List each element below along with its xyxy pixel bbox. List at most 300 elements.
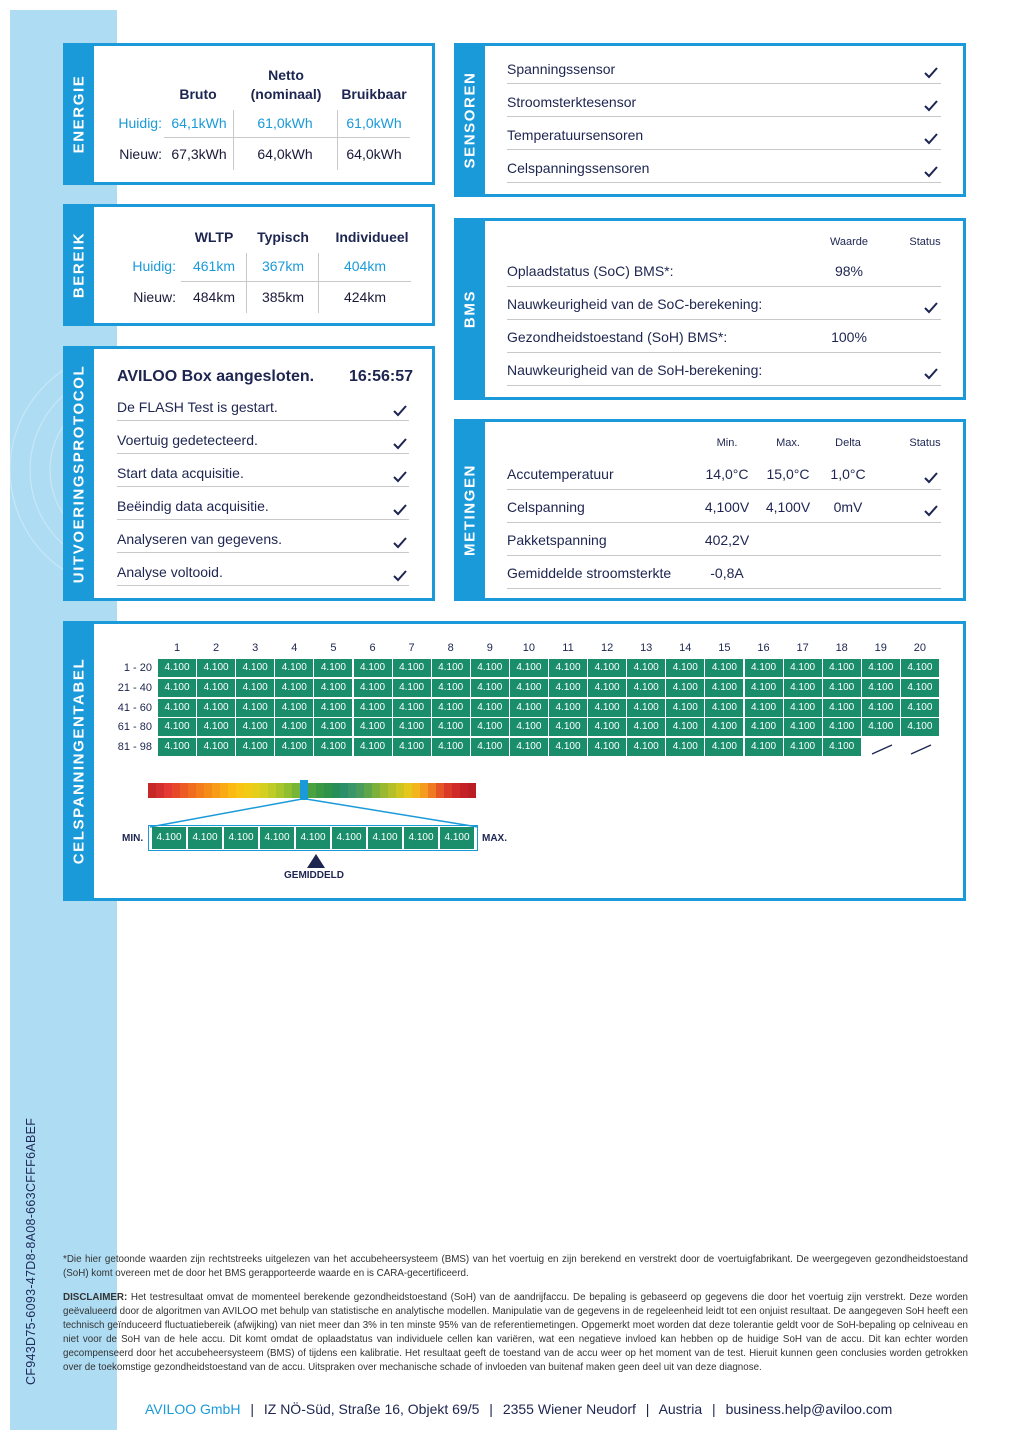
cell-voltage: 4.100 <box>627 738 665 756</box>
metingen-max: 4,100V <box>765 499 811 515</box>
cell-column-number: 8 <box>447 642 454 654</box>
cell-voltage: 4.100 <box>275 659 313 677</box>
cell-voltage: 4.100 <box>314 718 352 736</box>
cell-voltage: 4.100 <box>745 738 783 756</box>
scale-segment <box>212 783 220 798</box>
cell-column-number: 3 <box>252 642 259 654</box>
check-icon <box>924 367 938 379</box>
bereik-title: BEREIK <box>70 231 87 299</box>
cell-voltage: 4.100 <box>549 699 587 717</box>
cell-voltage: 4.100 <box>588 659 626 677</box>
cell-row-label: 21 - 40 <box>117 681 152 694</box>
cell-voltage: 4.100 <box>197 659 235 677</box>
protocol-step: De FLASH Test is gestart. <box>117 399 278 415</box>
cell-voltage: 4.100 <box>510 699 548 717</box>
divider <box>117 420 409 421</box>
cell-voltage: 4.100 <box>471 738 509 756</box>
uitvoering-tab <box>63 346 94 601</box>
cell-voltage: 4.100 <box>784 679 822 697</box>
cell-voltage: 4.100 <box>588 718 626 736</box>
scale-segment <box>164 783 172 798</box>
cell-voltage: 4.100 <box>862 679 900 697</box>
cell-column-number: 17 <box>796 642 809 654</box>
check-icon <box>393 470 407 482</box>
cell-column-number: 10 <box>522 642 536 654</box>
check-icon <box>924 471 938 483</box>
scale-segment <box>468 783 476 798</box>
protocol-step: Voertuig gedetecteerd. <box>117 432 258 448</box>
bereik-value: 404km <box>343 258 387 274</box>
cell-voltage: 4.100 <box>745 718 783 736</box>
cell-voltage: 4.100 <box>236 679 274 697</box>
bereik-label-nieuw: Nieuw: <box>133 289 176 305</box>
sensoren-card <box>454 43 966 197</box>
cell-voltage: 4.100 <box>236 738 274 756</box>
cell-row-label: 1 - 20 <box>123 662 152 674</box>
scale-segment <box>260 783 268 798</box>
check-icon <box>393 437 407 449</box>
cell-voltage: 4.100 <box>432 659 470 677</box>
metingen-min: 402,2V <box>704 532 750 548</box>
divider <box>507 522 941 523</box>
scale-segment <box>436 783 444 798</box>
scale-segment <box>308 783 316 798</box>
scale-segment <box>460 783 468 798</box>
minmax-cell: 4.100 <box>224 827 258 849</box>
metingen-col-delta: Delta <box>835 437 861 449</box>
scale-segment <box>452 783 460 798</box>
cell-voltage: 4.100 <box>784 738 822 756</box>
metingen-row-label: Celspanning <box>507 499 585 515</box>
cell-voltage: 4.100 <box>588 679 626 697</box>
energie-value: 61,0kWh <box>257 115 313 131</box>
bms-row-label: Nauwkeurigheid van de SoH-berekening: <box>507 362 763 378</box>
scale-segment <box>356 783 364 798</box>
footer-city: 2355 Wiener Neudorf <box>502 1401 636 1417</box>
scale-segment <box>372 783 380 798</box>
scale-segment <box>148 783 156 798</box>
check-icon <box>924 165 938 177</box>
footer-separator: | <box>250 1401 254 1417</box>
energie-value: 61,0kWh <box>346 115 402 131</box>
cell-voltage: 4.100 <box>510 738 548 756</box>
cell-voltage: 4.100 <box>705 659 743 677</box>
scale-segment <box>396 783 404 798</box>
check-icon <box>924 301 938 313</box>
check-icon <box>393 536 407 548</box>
cell-voltage: 4.100 <box>158 738 196 756</box>
cell-voltage: 4.100 <box>197 718 235 736</box>
cell-voltage: 4.100 <box>158 659 196 677</box>
metingen-row-label: Accutemperatuur <box>507 466 614 482</box>
protocol-step: Beëindig data acquisitie. <box>117 498 269 514</box>
cell-voltage: 4.100 <box>432 738 470 756</box>
cell-voltage: 4.100 <box>510 679 548 697</box>
scale-segment <box>364 783 372 798</box>
cell-voltage: 4.100 <box>471 659 509 677</box>
bereik-header-typisch: Typisch <box>257 229 309 245</box>
cell-voltage: 4.100 <box>471 718 509 736</box>
cell-column-number: 2 <box>213 642 220 654</box>
cell-column-number: 11 <box>562 642 574 654</box>
cell-column-number: 18 <box>835 642 848 654</box>
check-icon <box>924 132 938 144</box>
metingen-tab <box>454 419 485 601</box>
empty-cell <box>901 738 939 756</box>
divider <box>507 286 941 287</box>
bereik-tab <box>63 204 94 326</box>
cell-voltage: 4.100 <box>314 738 352 756</box>
cell-voltage: 4.100 <box>275 738 313 756</box>
cell-voltage: 4.100 <box>705 718 743 736</box>
cell-voltage: 4.100 <box>236 659 274 677</box>
scale-segment <box>292 783 300 798</box>
scale-segment <box>284 783 292 798</box>
average-label: GEMIDDELD <box>284 870 344 881</box>
scale-segment <box>316 783 324 798</box>
cell-row-label: 61 - 80 <box>117 721 152 734</box>
cell-voltage: 4.100 <box>745 659 783 677</box>
scale-segment <box>268 783 276 798</box>
empty-cell <box>862 738 900 756</box>
cell-column-number: 15 <box>718 642 731 654</box>
scale-segment <box>156 783 164 798</box>
divider <box>507 555 941 556</box>
divider <box>181 281 411 282</box>
cell-voltage: 4.100 <box>823 699 861 717</box>
bms-col-waarde: Waarde <box>829 236 869 248</box>
cell-voltage: 4.100 <box>354 738 392 756</box>
bms-tab <box>454 218 485 400</box>
cell-voltage: 4.100 <box>471 699 509 717</box>
bereik-card <box>63 204 435 326</box>
divider <box>337 110 338 170</box>
cell-voltage: 4.100 <box>588 699 626 717</box>
cell-voltage: 4.100 <box>354 699 392 717</box>
energie-label-nieuw: Nieuw: <box>119 146 162 162</box>
bereik-value: 461km <box>192 258 236 274</box>
cell-voltage: 4.100 <box>393 699 431 717</box>
cell-voltage: 4.100 <box>275 699 313 717</box>
disclaimer <box>63 1291 968 1375</box>
sensoren-tab <box>454 43 485 197</box>
metingen-delta: 1,0°C <box>830 466 866 482</box>
cell-voltage: 4.100 <box>862 718 900 736</box>
cell-voltage: 4.100 <box>862 699 900 717</box>
scale-segment <box>404 783 412 798</box>
cell-column-number: 14 <box>679 642 692 654</box>
minmax-cell: 4.100 <box>260 827 294 849</box>
cell-voltage: 4.100 <box>236 699 274 717</box>
cell-voltage: 4.100 <box>236 718 274 736</box>
scale-segment <box>428 783 436 798</box>
cell-voltage: 4.100 <box>510 659 548 677</box>
bereik-value: 484km <box>192 289 236 305</box>
cell-voltage: 4.100 <box>158 699 196 717</box>
cell-voltage: 4.100 <box>549 679 587 697</box>
minmax-cell: 4.100 <box>188 827 222 849</box>
energie-header-bruikbaar: Bruikbaar <box>341 86 407 102</box>
divider <box>507 352 941 353</box>
sensor-item: Celspanningssensoren <box>507 160 650 176</box>
uitvoering-time: 16:56:57 <box>349 368 414 385</box>
bms-row-value: 100% <box>831 329 867 345</box>
divider <box>507 588 941 589</box>
divider <box>117 552 409 553</box>
bms-row-label: Oplaadstatus (SoC) BMS*: <box>507 263 674 279</box>
bms-row-label: Nauwkeurigheid van de SoC-berekening: <box>507 296 763 312</box>
metingen-col-max: Max. <box>776 437 800 449</box>
cell-voltage: 4.100 <box>784 659 822 677</box>
cell-voltage: 4.100 <box>354 718 392 736</box>
scale-segment <box>412 783 420 798</box>
cell-voltage: 4.100 <box>627 679 665 697</box>
scale-segment <box>172 783 180 798</box>
cell-voltage: 4.100 <box>197 679 235 697</box>
footer <box>145 1401 892 1417</box>
cell-voltage: 4.100 <box>549 738 587 756</box>
bms-title: BMS <box>461 289 478 329</box>
metingen-row-label: Gemiddelde stroomsterkte <box>507 565 672 581</box>
cell-voltage: 4.100 <box>314 659 352 677</box>
cell-voltage: 4.100 <box>471 679 509 697</box>
bereik-value: 424km <box>343 289 387 305</box>
max-label: MAX. <box>482 833 507 844</box>
protocol-step: Analyseren van gegevens. <box>117 531 282 547</box>
energie-value: 64,1kWh <box>171 115 227 131</box>
energie-card <box>63 43 435 185</box>
cell-voltage: 4.100 <box>275 679 313 697</box>
cell-voltage: 4.100 <box>627 659 665 677</box>
cell-column-number: 6 <box>369 642 376 654</box>
cell-row-label: 41 - 60 <box>117 701 152 714</box>
cell-voltage: 4.100 <box>666 718 704 736</box>
energie-label-huidig: Huidig: <box>118 115 162 131</box>
divider <box>507 83 941 84</box>
cell-voltage: 4.100 <box>393 738 431 756</box>
cell-voltage: 4.100 <box>158 718 196 736</box>
metingen-row-label: Pakketspanning <box>507 532 607 548</box>
divider <box>246 253 247 313</box>
cell-voltage: 4.100 <box>393 679 431 697</box>
cell-voltage: 4.100 <box>432 699 470 717</box>
bereik-header-individueel: Individueel <box>335 229 409 245</box>
cell-voltage: 4.100 <box>354 679 392 697</box>
footer-separator: | <box>645 1401 650 1417</box>
cell-voltage: 4.100 <box>901 679 939 697</box>
divider <box>507 489 941 490</box>
footer-address: IZ NÖ-Süd, Straße 16, Objekt 69/5 <box>263 1401 480 1417</box>
cell-voltage: 4.100 <box>666 679 704 697</box>
scale-segment <box>228 783 236 798</box>
cell-voltage: 4.100 <box>314 679 352 697</box>
footer-country: Austria <box>658 1401 703 1417</box>
cell-voltage: 4.100 <box>393 659 431 677</box>
metingen-title: METINGEN <box>461 464 478 556</box>
scale-segment <box>324 783 332 798</box>
uitvoering-heading: AVILOO Box aangesloten. <box>117 368 315 385</box>
minmax-cell: 4.100 <box>332 827 366 849</box>
check-icon <box>924 504 938 516</box>
scale-segment <box>252 783 260 798</box>
scale-segment <box>332 783 340 798</box>
cell-voltage: 4.100 <box>705 679 743 697</box>
metingen-max: 15,0°C <box>766 466 810 482</box>
cell-voltage: 4.100 <box>745 699 783 717</box>
cell-voltage: 4.100 <box>784 699 822 717</box>
cell-voltage: 4.100 <box>393 718 431 736</box>
footer-separator: | <box>489 1401 493 1417</box>
divider <box>507 116 941 117</box>
cell-voltage: 4.100 <box>666 738 704 756</box>
cell-column-number: 1 <box>173 642 181 654</box>
divider <box>318 253 319 313</box>
cell-voltage: 4.100 <box>354 659 392 677</box>
cell-voltage: 4.100 <box>432 679 470 697</box>
energie-value: 64,0kWh <box>346 146 402 162</box>
divider <box>164 137 410 138</box>
cell-voltage: 4.100 <box>432 718 470 736</box>
cell-column-number: 9 <box>486 642 493 654</box>
cell-voltage: 4.100 <box>823 738 861 756</box>
cell-voltage: 4.100 <box>823 718 861 736</box>
energie-header-bruto: Bruto <box>179 86 217 102</box>
check-icon <box>393 569 407 581</box>
cell-row-label: 81 - 98 <box>117 741 152 754</box>
scale-segment <box>180 783 188 798</box>
sensoren-title: SENSOREN <box>461 71 478 169</box>
cell-column-number: 13 <box>640 642 653 654</box>
metingen-min: 4,100V <box>704 499 750 515</box>
minmax-cell: 4.100 <box>404 827 438 849</box>
footer-email[interactable]: business.help@aviloo.com <box>725 1401 893 1417</box>
protocol-step: Start data acquisitie. <box>117 465 244 481</box>
footnote: *Die hier getoonde waarden zijn rechtstreeks uitgelezen van het accubeheersysteem (BMS) van het voertuig en zijn berekend en verstrekt door de voertuigfabrikant. De weergegeven gezondheidstoestand (SoH) komt overeen met de door het BMS gerapporteerde waarde en is CARA-gecertificeerd. <box>63 1254 968 1279</box>
check-icon <box>924 66 938 78</box>
scale-segment <box>196 783 204 798</box>
scale-segment <box>188 783 196 798</box>
minmax-cell: 4.100 <box>368 827 402 849</box>
cell-column-number: 20 <box>913 642 927 654</box>
bereik-value: 367km <box>261 258 305 274</box>
metingen-min: -0,8A <box>710 565 744 581</box>
cell-voltage: 4.100 <box>901 718 939 736</box>
scale-segment <box>340 783 348 798</box>
cell-voltage: 4.100 <box>549 718 587 736</box>
cell-voltage: 4.100 <box>901 659 939 677</box>
cell-voltage: 4.100 <box>197 738 235 756</box>
cell-column-number: 5 <box>330 642 337 654</box>
cell-voltage: 4.100 <box>588 738 626 756</box>
cell-voltage: 4.100 <box>510 718 548 736</box>
energie-title: ENERGIE <box>70 74 87 154</box>
footer-separator: | <box>712 1401 716 1417</box>
check-icon <box>393 503 407 515</box>
min-label: MIN. <box>122 833 144 844</box>
cell-column-number: 19 <box>874 642 887 654</box>
energie-value: 64,0kWh <box>257 146 313 162</box>
metingen-col-min: Min. <box>716 437 738 449</box>
cell-column-number: 16 <box>757 642 770 654</box>
disclaimer-text: Het testresultaat omvat de momenteel berekende gezondheidstoestand (SoH) van de aandrijfaccu. De bepaling is gebaseerd op gegevens die door het voertuig zijn verstrekt. Deze worden geëvalueerd door de algoritmen van AVILOO met behulp van statistische en analytische modellen. Manipulatie van de gegevens in de regeleenheid leidt tot een onjuist resultaat. De aangegeven SoH heeft een technisch geïnduceerd fluctuatiebereik (afwijking) van niet meer dan 3% in ten minste 95% van de referentiemetingen. Opgemerkt moet worden dat deze tolerantie geldt voor de SoH-bepaling op celniveau en niet voor de SoH van de hele accu. Dit komt omdat de oplaadstatus van individuele cellen kan variëren, wat een negatieve invloed kan hebben op de huidige SoH van de accu. Dit kan echter worden gecompenseerd door het accubeheersysteem (BMS) of tijdens een kalibratie. Het resultaat geeft de toestand van de accu weer op het moment van de test. Hieruit kunnen geen conclusies worden getrokken over de toekomstige gezondheidstoestand van de accu. Uitspraken over mechanische schade of invloeden van buitenaf maken geen deel uit van deze diagnose. <box>63 1292 968 1373</box>
cell-voltage: 4.100 <box>314 699 352 717</box>
cell-column-number: 12 <box>600 642 614 654</box>
energie-header-netto: Netto (nominaal) <box>250 67 322 102</box>
cell-voltage: 4.100 <box>745 679 783 697</box>
check-icon <box>924 99 938 111</box>
report-id: CF943D75-6093-47D8-8A08-663CFFF6ABEF <box>24 1117 38 1385</box>
cell-voltage: 4.100 <box>158 679 196 697</box>
cell-voltage: 4.100 <box>823 679 861 697</box>
scale-segment <box>276 783 284 798</box>
cell-voltage: 4.100 <box>627 699 665 717</box>
cell-column-number: 4 <box>291 642 298 654</box>
minmax-cell: 4.100 <box>440 827 474 849</box>
scale-segment <box>220 783 228 798</box>
minmax-cell: 4.100 <box>152 827 186 849</box>
divider <box>507 182 941 183</box>
metingen-card <box>454 419 966 601</box>
cell-voltage: 4.100 <box>275 718 313 736</box>
bereik-value: 385km <box>261 289 305 305</box>
minmax-cell: 4.100 <box>296 827 330 849</box>
scale-segment <box>348 783 356 798</box>
uitvoering-card <box>63 346 435 601</box>
uitvoering-title: UITVOERINGSPROTOCOL <box>70 364 87 583</box>
cell-voltage: 4.100 <box>666 659 704 677</box>
cell-voltage: 4.100 <box>197 699 235 717</box>
sensor-item: Temperatuursensoren <box>507 127 644 143</box>
cell-voltage: 4.100 <box>666 699 704 717</box>
scale-segment <box>244 783 252 798</box>
footer-company: AVILOO GmbH <box>145 1401 241 1417</box>
scale-segment <box>204 783 212 798</box>
divider <box>117 486 409 487</box>
average-marker-icon <box>307 854 325 868</box>
cell-voltage: 4.100 <box>705 699 743 717</box>
protocol-step: Analyse voltooid. <box>117 564 223 580</box>
scale-segment <box>388 783 396 798</box>
energie-tab <box>63 43 94 185</box>
metingen-col-status: Status <box>909 437 941 449</box>
energie-value: 67,3kWh <box>171 146 227 162</box>
divider <box>117 519 409 520</box>
scale-segment <box>380 783 388 798</box>
divider <box>507 319 941 320</box>
bms-row-label: Gezondheidstoestand (SoH) BMS*: <box>507 329 728 345</box>
bms-col-status: Status <box>909 236 941 248</box>
sensor-item: Stroomsterktesensor <box>507 94 637 110</box>
bms-card <box>454 218 966 400</box>
bms-row-value: 98% <box>834 263 864 279</box>
cell-voltage: 4.100 <box>549 659 587 677</box>
scale-segment <box>420 783 428 798</box>
metingen-delta: 0mV <box>833 499 863 515</box>
divider <box>507 149 941 150</box>
bereik-header-wltp: WLTP <box>194 229 234 245</box>
cell-voltage: 4.100 <box>627 718 665 736</box>
divider <box>507 385 941 386</box>
cell-voltage: 4.100 <box>823 659 861 677</box>
disclaimer-label: DISCLAIMER: <box>63 1292 128 1303</box>
celspanning-title: CELSPANNINGENTABEL <box>70 657 87 865</box>
divider <box>117 585 409 586</box>
scale-segment <box>236 783 244 798</box>
check-icon <box>393 404 407 416</box>
celspanning-tab <box>63 621 94 901</box>
divider <box>117 453 409 454</box>
cell-voltage: 4.100 <box>784 718 822 736</box>
